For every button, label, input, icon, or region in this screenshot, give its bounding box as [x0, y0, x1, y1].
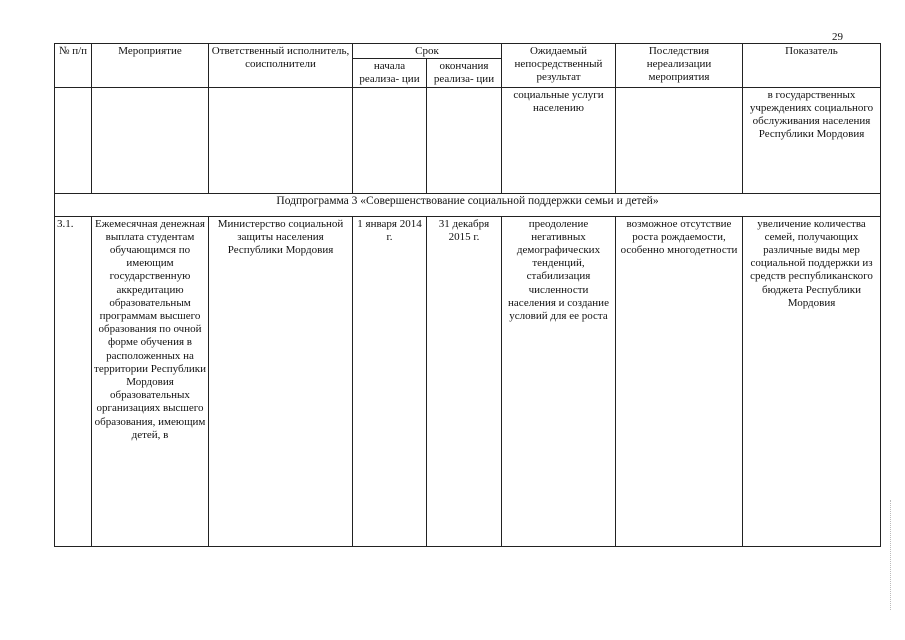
page-number: 29: [832, 31, 843, 43]
table-row: [55, 216, 881, 546]
cell-start: 1 января 2014 г.: [353, 216, 427, 546]
cell-start: [353, 87, 427, 193]
cell-expected-result: социальные услуги населению: [502, 87, 616, 193]
cell-end: [427, 87, 502, 193]
header-expected-result: Ожидаемый непосредственный результат: [502, 44, 616, 88]
header-num: № п/п: [55, 44, 92, 88]
scan-edge-marks: [890, 500, 893, 610]
header-term-end: окончания реализа- ции: [427, 59, 502, 87]
header-event: Мероприятие: [92, 44, 209, 88]
header-row: [55, 44, 881, 59]
header-indicator: Показатель: [743, 44, 881, 88]
cell-event: [92, 87, 209, 193]
subprogram-row: [55, 193, 881, 216]
cell-expected-result: преодоление негативных демографических тенденций, стабилизация численности населения и создание условий для ее роста: [502, 216, 616, 546]
cell-indicator: в государственных учреждениях социального обслуживания населения Республики Мордовия: [743, 87, 881, 193]
cell-end: 31 декабря 2015 г.: [427, 216, 502, 546]
header-executor: Ответственный исполнитель, соисполнители: [209, 44, 353, 88]
cell-indicator: увеличение количества семей, получающих различные виды мер социальной поддержки из средств республиканского бюджета Республики Мордовия: [743, 216, 881, 546]
cell-executor: [209, 87, 353, 193]
cell-executor: Министерство социальной защиты населения Республики Мордовия: [209, 216, 353, 546]
header-consequences: Последствия нереализации мероприятия: [616, 44, 743, 88]
cell-event: Ежемесячная денежная выплата студентам обучающимся по имеющим государственную аккредитацию образовательным программам высшего образования по очной форме обучения в расположенных на территории Республики Мордовия образовательных организациях высшего образования, имеющим детей, в: [92, 216, 209, 546]
header-term: Срок: [353, 44, 502, 59]
cell-num: [55, 87, 92, 193]
program-measures-table: [54, 43, 881, 547]
table-row-continuation: [55, 87, 881, 193]
cell-consequences: возможное отсутствие роста рождаемости, особенно многодетности: [616, 216, 743, 546]
subprogram-title: Подпрограмма 3 «Совершенствование социальной поддержки семьи и детей»: [55, 193, 881, 216]
cell-consequences: [616, 87, 743, 193]
header-term-start: начала реализа- ции: [353, 59, 427, 87]
cell-num: 3.1.: [55, 216, 92, 546]
